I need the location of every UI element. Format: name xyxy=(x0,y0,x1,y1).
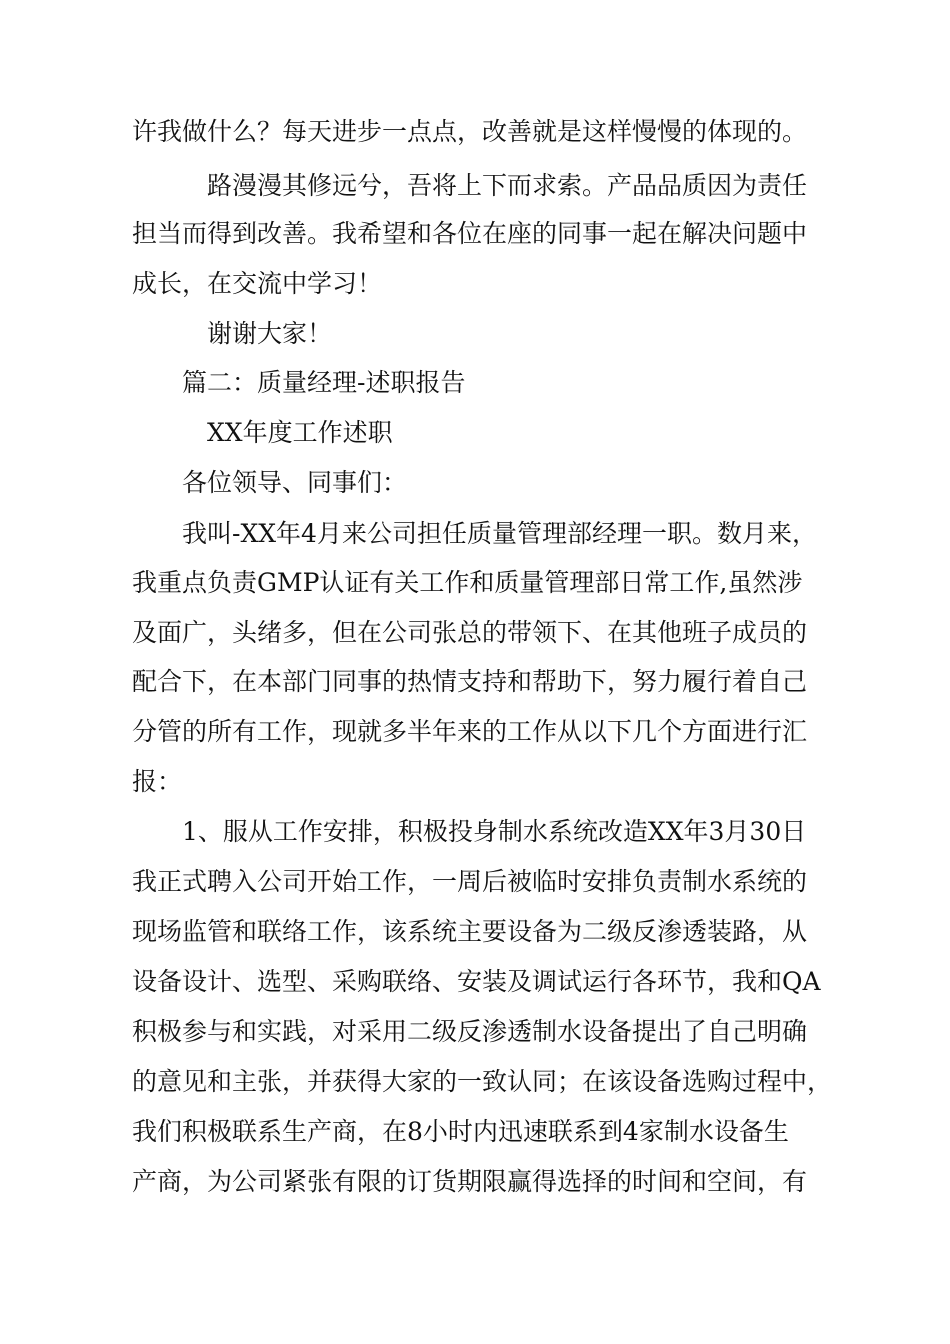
text-line: 许我做什么？每天进步一点点，改善就是这样慢慢的体现的。 xyxy=(132,117,808,146)
text-line: 及面广，头绪多，但在公司张总的带领下、在其他班子成员的 xyxy=(132,618,808,647)
text-line: 报： xyxy=(132,767,183,796)
text-line: 我们积极联系生产商，在8小时内迅速联系到4家制水设备生 xyxy=(132,1117,789,1146)
text-line: 积极参与和实践，对采用二级反渗透制水设备提出了自己明确 xyxy=(132,1017,808,1046)
text-line: 我正式聘入公司开始工作，一周后被临时安排负责制水系统的 xyxy=(132,867,808,896)
text-line: 产商，为公司紧张有限的订货期限赢得选择的时间和空间，有 xyxy=(132,1167,808,1196)
text-line: 配合下，在本部门同事的热情支持和帮助下，努力履行着自己 xyxy=(132,667,808,696)
salutation: 各位领导、同事们： xyxy=(182,468,408,497)
paragraph-start-line: 1、服从工作安排，积极投身制水系统改造XX年3月30日 xyxy=(182,817,807,846)
text-line: 分管的所有工作，现就多半年来的工作从以下几个方面进行汇 xyxy=(132,717,808,746)
closing-line: 谢谢大家！ xyxy=(207,319,333,348)
text-line: 设备设计、选型、采购联络、安装及调试运行各环节，我和QA xyxy=(132,967,821,996)
text-line: 的意见和主张，并获得大家的一致认同；在该设备选购过程中， xyxy=(132,1067,833,1096)
report-title: XX年度工作述职 xyxy=(207,418,393,447)
paragraph-start-line: 路漫漫其修远兮，吾将上下而求索。产品品质因为责任 xyxy=(207,171,808,200)
text-line: 现场监管和联络工作，该系统主要设备为二级反渗透装路，从 xyxy=(132,917,808,946)
text-line: 担当而得到改善。我希望和各位在座的同事一起在解决问题中 xyxy=(132,219,808,248)
paragraph-start-line: 我叫-XX年4月来公司担任质量管理部经理一职。数月来， xyxy=(182,519,817,548)
text-line: 我重点负责GMP认证有关工作和质量管理部日常工作,虽然涉 xyxy=(132,568,803,597)
section-heading: 篇二：质量经理-述职报告 xyxy=(182,368,466,397)
text-line: 成长，在交流中学习！ xyxy=(132,269,383,298)
